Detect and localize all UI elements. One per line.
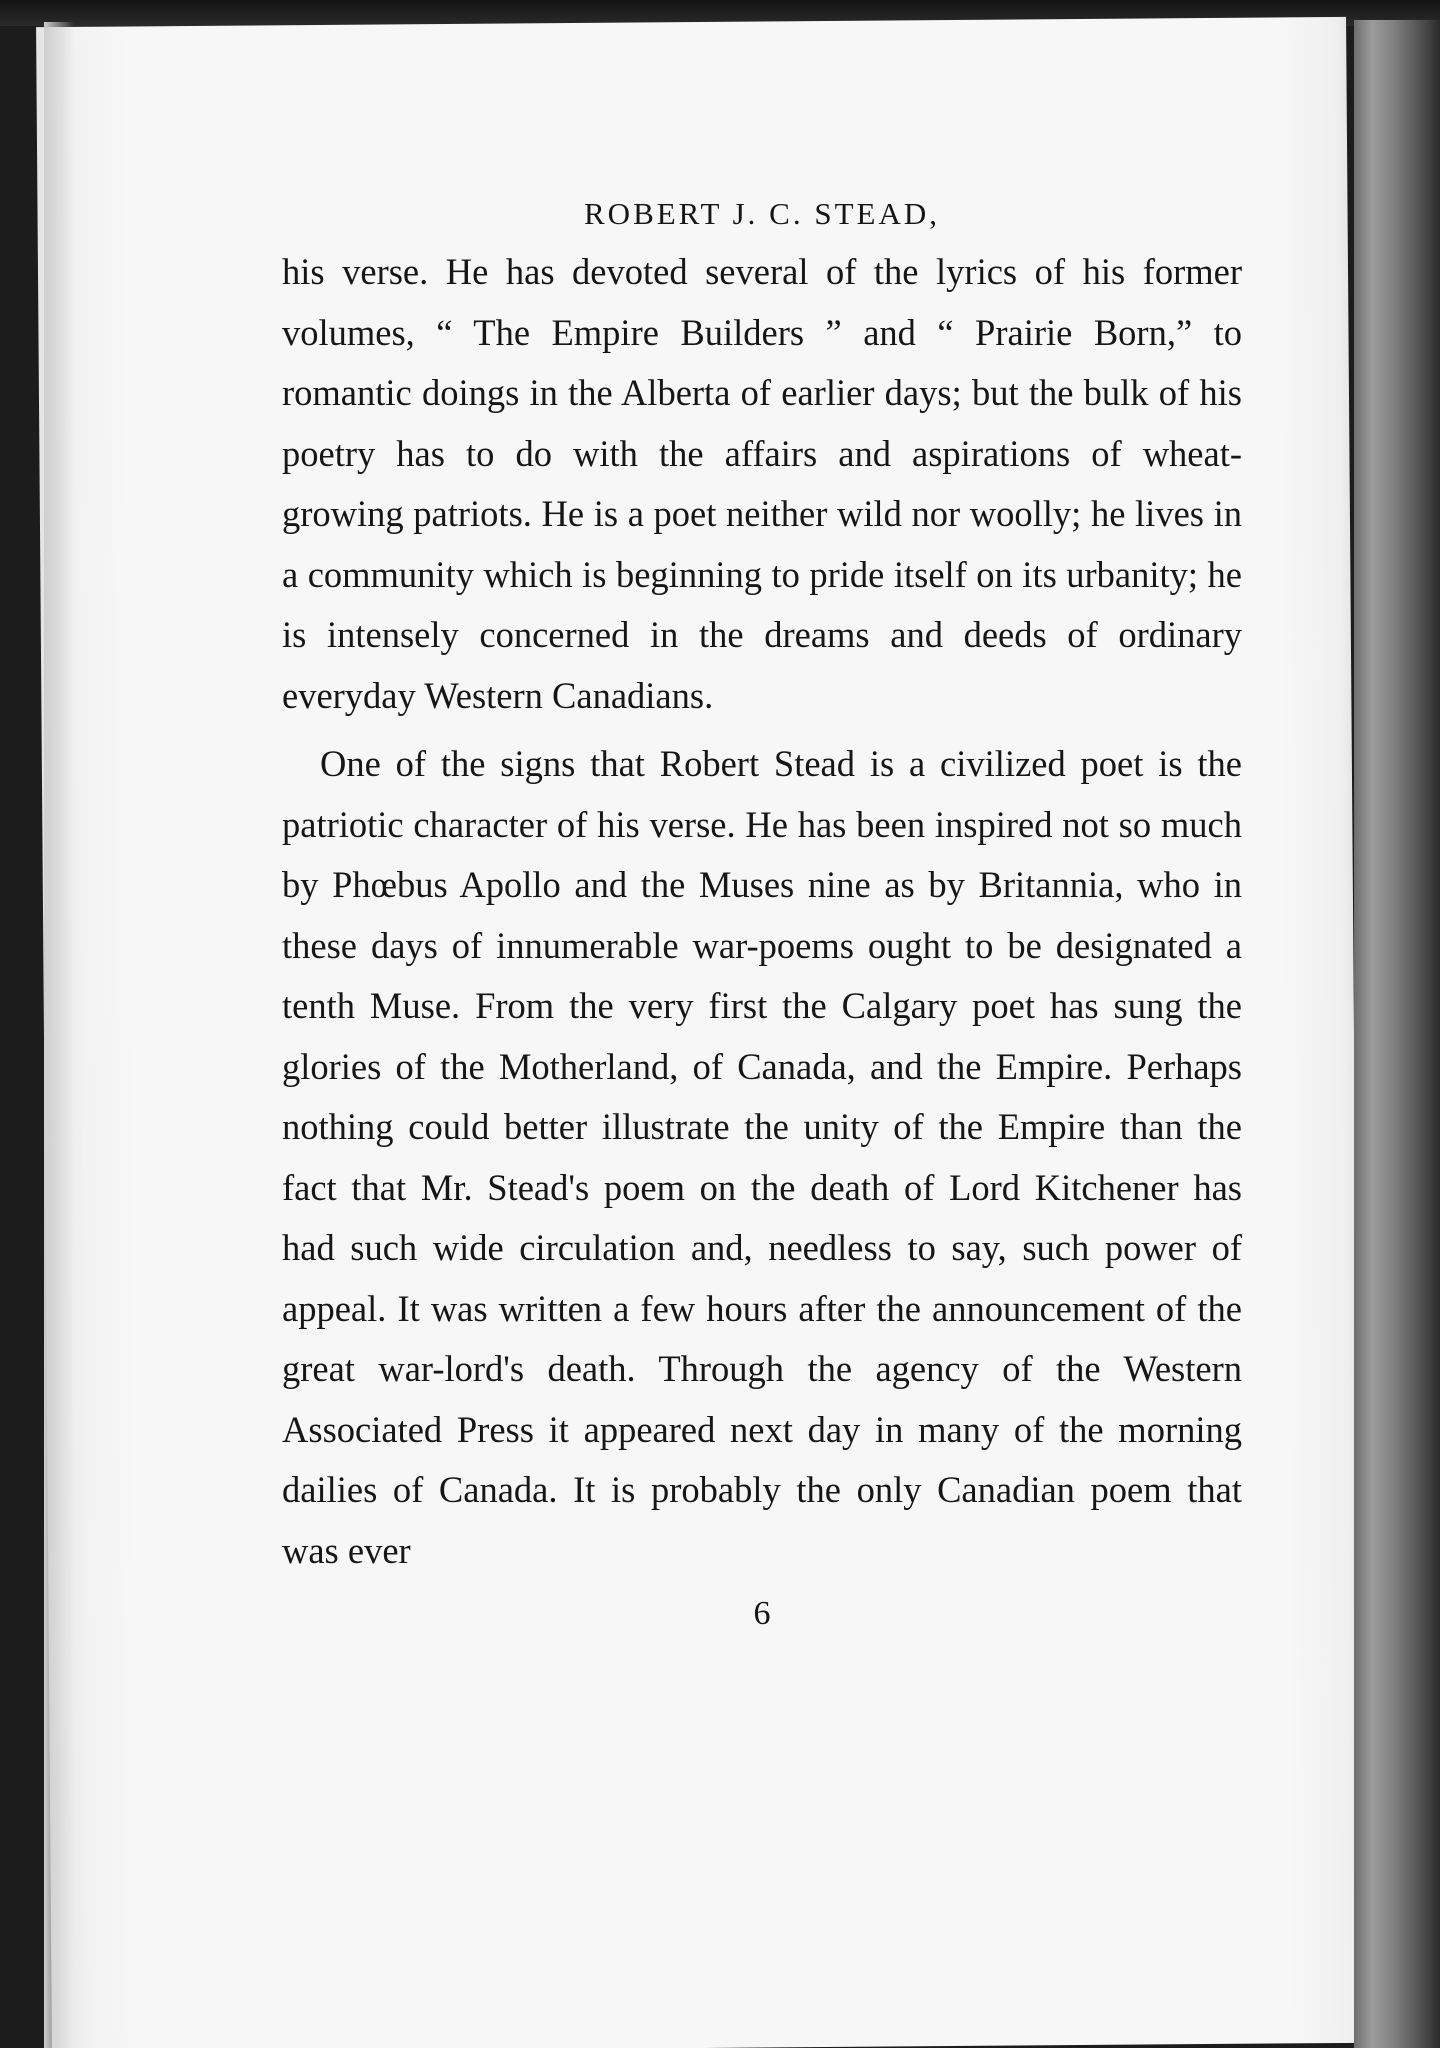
paragraph-2: One of the signs that Robert Stead is a civilized poet is the patriotic character of his verse. He has been inspired not so much by Phœbus Apollo and the Muses nine as by Britannia, who in these days of innumerable war-poems ought to be designated a tenth Muse. From the very first the Calgary poet has sung the glories of the Motherland, of Canada, and the Empire. Perhaps nothing could better illustrate the unity of the Empire than the fact that Mr. Stead's poem on the death of Lord Kitchener has had such wide circulation and, needless to say, such power of appeal. It was written a few hours after the announcement of the great war-lord's death. Through the agency of the Western Associated Press it appeared next day in many of the morning dailies of Canada. It is probably the only Canadian poem that was ever: [282, 743, 1242, 1571]
book-cover-edge: [1354, 20, 1440, 2048]
running-head: ROBERT J. C. STEAD,: [584, 196, 940, 231]
page-number: 6: [753, 1595, 771, 1632]
page-text-block: [282, 196, 1242, 1633]
paragraph-1: his verse. He has devoted several of the lyrics of his former volumes, “ The Empire Builders ” and “ Prairie Born,” to romantic doings in the Alberta of earlier days; but the bulk of his poetry has to do with the affairs and aspirations of wheat-growing patriots. He is a poet neither wild nor woolly; he lives in a community which is beginning to pride itself on its urbanity; he is intensely concerned in the dreams and deeds of ordinary everyday Western Canadians.: [282, 251, 1242, 716]
page-left-edge-shadow: [44, 22, 74, 2048]
